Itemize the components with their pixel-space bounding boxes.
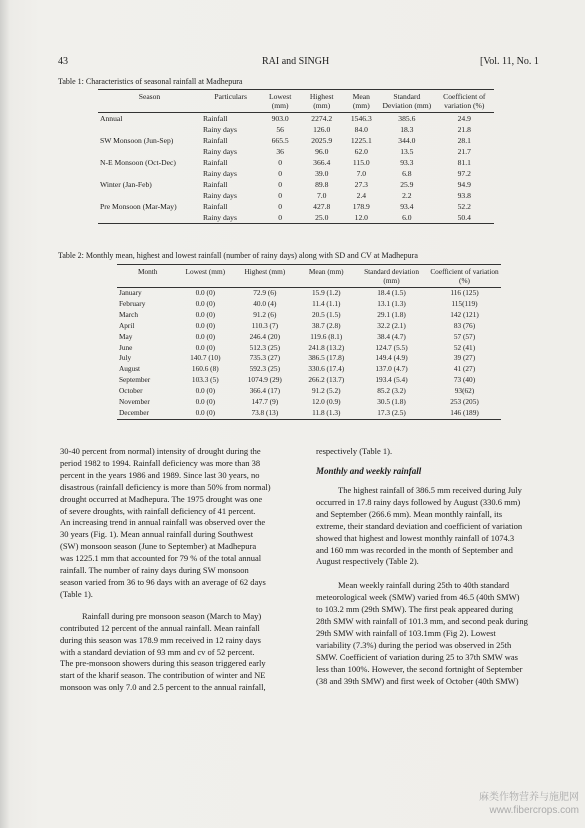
table1-cell: 36 — [276, 147, 284, 156]
table2-cell: 110.3 (7) — [251, 320, 279, 330]
text-line: to 103.2 mm (29th SMW). The first peak appeared during — [316, 604, 513, 615]
table1-cell — [98, 146, 201, 157]
table2-cell: 38.7 (2.8) — [311, 320, 341, 330]
table1-header-row — [98, 90, 494, 113]
table2-monthly-rainfall — [117, 264, 501, 420]
table2-cell: 103.3 (5) — [191, 375, 219, 385]
text-line: variability (7.3%) during the period was observed in 25th — [316, 639, 512, 650]
section-subheading: Monthly and weekly rainfall — [316, 466, 422, 476]
table2-cell: 12.0 (0.9) — [311, 397, 341, 407]
text-line: during this season was 178.9 mm received in 12 rainy days — [60, 634, 261, 645]
watermark-url: www.fibercrops.com — [489, 805, 579, 816]
text-line: and 160 mm was recorded in the month of September and — [316, 544, 513, 555]
table1-cell: 665.5 — [271, 136, 289, 145]
table1-cell: Winter (Jan-Feb) — [100, 180, 152, 189]
table1-cell: 2274.2 — [311, 114, 333, 123]
table2-col-header: Standard deviation (mm) — [364, 267, 419, 285]
table2-cell: 735.3 (27) — [249, 353, 281, 363]
text-line: of severe droughts, with rainfall deficiency of 41 percent. — [60, 505, 256, 516]
text-line: contributed 12 percent of the annual rainfall. Mean rainfall — [60, 622, 260, 633]
table1-cell: Rainy days — [202, 191, 237, 200]
right-paragraph-2 — [316, 580, 552, 687]
table1-cell: 93.4 — [400, 202, 414, 211]
table2-cell: 93(62) — [454, 386, 475, 396]
text-line: monsoon was only 7.0 and 2.5 percent to the annual rainfall, — [60, 682, 266, 693]
table2-cell: 15.9 (1.2) — [311, 288, 341, 297]
volume-info: [Vol. 11, No. 1 — [480, 56, 539, 67]
table2-cell: 29.1 (1.8) — [377, 309, 406, 319]
table1-cell: SW Monsoon (Jun-Sep) — [100, 136, 174, 145]
table2-cell: 386.5 (17.8) — [308, 353, 345, 363]
table1-cell: Annual — [100, 114, 123, 123]
table1-cell: 21.7 — [457, 147, 471, 156]
table1-caption: Table 1: Characteristics of seasonal rainfall at Madhepura — [58, 77, 243, 86]
table1-cell: 6.8 — [402, 169, 412, 178]
table2-row — [117, 299, 501, 310]
table1-cell: 89.8 — [315, 180, 329, 189]
table1-cell: 2025.9 — [311, 136, 333, 145]
table2-cell: June — [119, 342, 133, 352]
text-line: Mean weekly rainfall during 25th to 40th standard — [338, 580, 510, 591]
table2-cell: 17.3 (2.5) — [377, 407, 406, 417]
table2-cell: 246.4 (20) — [249, 331, 281, 341]
table2-row — [117, 364, 501, 375]
table1-cell: 427.8 — [313, 202, 331, 211]
table2-cell: May — [119, 331, 133, 341]
table2-row — [117, 408, 501, 419]
table1-cell: 93.3 — [400, 158, 414, 167]
table1-cell: 126.0 — [313, 125, 331, 134]
text-line: percent in the years 1986 and 1989. Since last 30 years, no — [60, 469, 260, 480]
table2-row — [117, 397, 501, 408]
right-column-body — [316, 485, 552, 688]
left-paragraph-2 — [60, 611, 304, 694]
right-paragraph-0: respectively (Table 1). — [316, 446, 393, 456]
table2-col-header: Lowest (mm) — [185, 267, 226, 276]
table1-row — [98, 135, 494, 146]
table1-cell: Rainy days — [202, 147, 237, 156]
table1-cell — [98, 190, 201, 201]
page-number: 43 — [58, 56, 68, 67]
text-line: rainfall. The number of rainy days during SW monsoon — [60, 565, 249, 576]
text-line: with a standard deviation of 93 mm and cv of 52 percent. — [60, 646, 255, 657]
table1-cell: 0 — [278, 202, 283, 211]
table2-cell: 38.4 (4.7) — [377, 331, 406, 341]
table2-cell: 253 (205) — [450, 397, 479, 407]
table2-row — [117, 288, 501, 299]
table1-cell: Rainfall — [202, 158, 228, 167]
table2-cell: 0.0 (0) — [195, 298, 216, 308]
text-line: start of the kharif season. The contribution of winter and NE — [60, 670, 266, 681]
text-line: period 1982 to 1994. Rainfall deficiency was more than 38 — [60, 457, 261, 468]
table1-cell: Rainfall — [202, 114, 228, 123]
table1-row — [98, 157, 494, 168]
table2-cell: 146 (189) — [450, 407, 479, 417]
table2-cell: December — [119, 407, 149, 417]
table2-cell: 72.9 (6) — [253, 288, 277, 297]
table1-row — [98, 168, 494, 179]
table2-cell: 119.6 (8.1) — [310, 331, 343, 341]
text-line: showed that highest and lowest monthly rainfall of 1074.3 — [316, 532, 515, 543]
table1-cell: Rainfall — [202, 180, 228, 189]
table2-col-header: Highest (mm) — [244, 267, 286, 276]
table1-cell: 25.9 — [400, 180, 414, 189]
table1-seasonal-rainfall — [98, 89, 494, 224]
table1-cell: 7.0 — [356, 169, 367, 178]
text-line: (38 and 39th SMW) and first week of October (40th SMW) — [316, 675, 519, 686]
table1-cell: 0 — [278, 191, 283, 200]
table1-cell: 385.6 — [398, 114, 416, 123]
table2-cell: 0.0 (0) — [195, 331, 216, 341]
table2-cell: 512.3 (25) — [249, 342, 281, 352]
table1-cell: Rainy days — [202, 213, 237, 222]
table2-header-row — [117, 265, 501, 288]
table2-cell: 83 (76) — [453, 320, 476, 330]
table2-row — [117, 375, 501, 386]
table2-body — [117, 288, 501, 420]
right-column — [316, 446, 552, 458]
table2-cell: September — [119, 375, 151, 385]
table2-cell: 1074.9 (29) — [247, 375, 282, 385]
table2-cell: 140.7 (10) — [190, 353, 221, 363]
table2-col-header: Coefficient of variation (%) — [430, 267, 499, 285]
table2-cell: 116 (125) — [450, 288, 479, 297]
table2-cell: 149.4 (4.9) — [375, 353, 408, 363]
table2-cell: 241.8 (13.2) — [308, 342, 345, 352]
text-line: (Table 1). — [60, 588, 93, 599]
table1-row — [98, 179, 494, 190]
table1-cell: 25.0 — [315, 213, 329, 222]
table2-cell: 366.4 (17) — [249, 386, 281, 396]
table2-cell: 91.2 (6) — [253, 309, 277, 319]
table2-cell: 73.8 (13) — [251, 407, 279, 417]
table1-row — [98, 113, 494, 125]
table1-cell: 2.4 — [356, 191, 367, 200]
table2-cell: 0.0 (0) — [195, 407, 216, 417]
table2-cell: February — [119, 298, 146, 308]
table2-cell: 330.6 (17.4) — [308, 364, 345, 374]
left-column — [60, 446, 304, 694]
text-line: SMW. Coefficient of variation during 25 to 37th SMW was — [316, 651, 518, 662]
table1-col-header: Highest (mm) — [309, 92, 334, 110]
table2-cell: 160.6 (8) — [191, 364, 219, 374]
text-line: and September (266.6 mm). Mean monthly rainfall, its — [316, 508, 503, 519]
table2-caption: Table 2: Monthly mean, highest and lowest rainfall (number of rainy days) along with SD and CV at Madhepura — [58, 251, 418, 260]
table2-row — [117, 353, 501, 364]
table1-cell: 28.1 — [457, 136, 471, 145]
table1-cell: N-E Monsoon (Oct-Dec) — [100, 158, 176, 167]
table1-cell: 178.9 — [352, 202, 370, 211]
table2-row — [117, 321, 501, 332]
text-line: 30 years (Fig. 1). Mean annual rainfall during Southwest — [60, 529, 254, 540]
text-line: The pre-monsoon showers during this season triggered early — [60, 658, 266, 669]
table1-col-header: Particulars — [214, 92, 247, 101]
table1-cell: 0 — [278, 169, 283, 178]
text-line: August respectively (Table 2). — [316, 556, 419, 567]
table2-cell: 193.4 (5.4) — [375, 375, 408, 385]
table1-cell: 2.2 — [402, 191, 412, 200]
table1-row — [98, 146, 494, 157]
table1-row — [98, 190, 494, 201]
text-line: 29th SMW with rainfall of 103.1mm (Fig 2). Lowest — [316, 627, 496, 638]
table2-row — [117, 332, 501, 343]
table1-cell: 7.0 — [316, 191, 327, 200]
table2-cell: July — [119, 353, 132, 363]
table2-cell: October — [119, 386, 143, 396]
text-line: An increasing trend in annual rainfall was observed over the — [60, 517, 266, 528]
table2-cell: April — [119, 320, 135, 330]
table1-body — [98, 113, 494, 224]
table2-cell: 85.2 (3.2) — [377, 386, 406, 396]
table1-cell: 24.9 — [457, 114, 471, 123]
text-line: extreme, their standard deviation and coefficient of variation — [316, 520, 523, 531]
table1-cell: Pre Monsoon (Mar-May) — [100, 202, 177, 211]
text-line: occurred in 17.8 rainy days followed by August (330.6 mm) — [316, 496, 521, 507]
table1-cell: 56 — [276, 125, 284, 134]
table1-cell: 115.0 — [352, 158, 370, 167]
table2-cell: 0.0 (0) — [195, 342, 216, 352]
table1-col-header: Standard Deviation (mm) — [382, 92, 432, 110]
text-line: Rainfall during pre monsoon season (March to May) — [82, 610, 262, 621]
table1-cell: 97.2 — [457, 169, 471, 178]
table2-cell: 266.2 (13.7) — [308, 375, 345, 385]
table1-cell: 84.0 — [354, 125, 368, 134]
text-line: drought occurred at Madhepura. The 1975 drought was one — [60, 493, 263, 504]
table1-cell: 50.4 — [457, 213, 471, 222]
table1-cell: 21.8 — [457, 125, 471, 134]
table1-col-header: Coefficient of variation (%) — [443, 92, 486, 110]
table1-cell: 1225.1 — [350, 136, 372, 145]
table2-cell: 115(119) — [451, 298, 478, 308]
text-line: 28th SMW with rainfall of 101.3 mm, and second peak during — [316, 616, 528, 627]
text-line: was 1225.1 mm that accounted for 79 % of the total annual — [60, 553, 262, 564]
table2-cell: 13.1 (1.3) — [377, 298, 406, 308]
table2-cell: 11.8 (1.3) — [312, 407, 341, 417]
table1-cell — [98, 212, 201, 224]
right-paragraph-1 — [316, 485, 552, 568]
table2-row — [117, 343, 501, 354]
table2-cell: 18.4 (1.5) — [377, 288, 406, 297]
table1-cell: 366.4 — [313, 158, 331, 167]
table1-cell: Rainy days — [202, 125, 237, 134]
table1-row — [98, 124, 494, 135]
table1-row — [98, 201, 494, 212]
table1-cell — [98, 124, 201, 135]
table1-cell: 93.8 — [457, 191, 471, 200]
table1-cell: Rainfall — [202, 202, 228, 211]
table1-cell: 0 — [278, 158, 283, 167]
table1-cell: 62.0 — [354, 147, 368, 156]
table2-cell: 41 (27) — [453, 364, 476, 374]
running-head-authors: RAI and SINGH — [262, 56, 330, 67]
table2-cell: 11.4 (1.1) — [312, 298, 341, 308]
table2-cell: 0.0 (0) — [195, 309, 216, 319]
table2-cell: 592.3 (25) — [249, 364, 281, 374]
table1-cell: 18.3 — [400, 125, 414, 134]
text-line: meteorological week (SMW) varied from 46.5 (40th SMW) — [316, 592, 520, 603]
table2-cell: 30.5 (1.8) — [377, 397, 406, 407]
table2-cell: November — [119, 397, 150, 407]
table2-cell: 52 (41) — [453, 342, 476, 352]
text-line: season varied from 36 to 96 days with an average of 62 days — [60, 576, 266, 587]
table1-cell: 903.0 — [271, 114, 289, 123]
table1-col-header: Mean (mm) — [352, 92, 370, 110]
table1-cell: 94.9 — [457, 180, 471, 189]
table1-cell: 52.2 — [457, 202, 471, 211]
table1-col-header: Season — [138, 92, 161, 101]
text-line: 30-40 percent from normal) intensity of drought during the — [60, 446, 261, 456]
table1-cell: 1546.3 — [350, 114, 372, 123]
table2-cell: 32.2 (2.1) — [377, 320, 406, 330]
table1-cell: 81.1 — [457, 158, 471, 167]
watermark-cn: 麻类作物营养与施肥网 — [479, 792, 579, 803]
table2-cell: 40.0 (4) — [253, 298, 277, 308]
table1-row — [98, 212, 494, 224]
table1-cell: 12.0 — [354, 213, 368, 222]
table2-cell: 137.0 (4.7) — [375, 364, 408, 374]
table2-cell: 20.5 (1.5) — [311, 309, 341, 319]
table2-cell: 0.0 (0) — [195, 386, 216, 396]
text-line: The highest rainfall of 386.5 mm received during July — [338, 485, 522, 495]
table1-cell: Rainy days — [202, 169, 237, 178]
table2-cell: 124.7 (5.5) — [375, 342, 408, 352]
table2-row — [117, 310, 501, 321]
table2-cell: 73 (40) — [453, 375, 476, 385]
table2-cell: August — [119, 364, 141, 374]
table2-col-header: Month — [137, 267, 158, 276]
text-line: disastrous (rainfall deficiency is more than 50% from normal) — [60, 481, 271, 492]
table1-col-header: Lowest (mm) — [268, 92, 292, 110]
table2-cell: 57 (57) — [453, 331, 476, 341]
table1-cell: 0 — [278, 180, 283, 189]
table2-cell: January — [119, 288, 142, 297]
table1-cell: 344.0 — [398, 136, 416, 145]
table2-cell: 142 (121) — [450, 309, 479, 319]
left-paragraph-1 — [60, 446, 304, 601]
table1-cell: Rainfall — [202, 136, 228, 145]
table2-col-header: Mean (mm) — [308, 267, 344, 276]
table1-cell: 6.0 — [402, 213, 412, 222]
table1-cell: 27.3 — [354, 180, 368, 189]
table2-cell: 91.2 (5.2) — [311, 386, 341, 396]
site-watermark — [479, 791, 579, 817]
table1-cell — [98, 168, 201, 179]
table2-cell: 0.0 (0) — [195, 397, 216, 407]
table1-cell: 0 — [278, 213, 283, 222]
table2-cell: 0.0 (0) — [195, 320, 216, 330]
text-line: (SW) monsoon season (June to September) at Madhepura — [60, 541, 257, 552]
text-line: less than 100%. However, the second fortnight of September — [316, 663, 523, 674]
table1-cell: 96.0 — [315, 147, 329, 156]
table2-cell: 147.7 (9) — [251, 397, 279, 407]
table1-cell: 13.5 — [400, 147, 414, 156]
table2-cell: 39 (27) — [453, 353, 476, 363]
table2-cell: March — [119, 309, 139, 319]
table1-cell: 39.0 — [315, 169, 329, 178]
table2-row — [117, 386, 501, 397]
table2-cell: 0.0 (0) — [195, 288, 216, 297]
